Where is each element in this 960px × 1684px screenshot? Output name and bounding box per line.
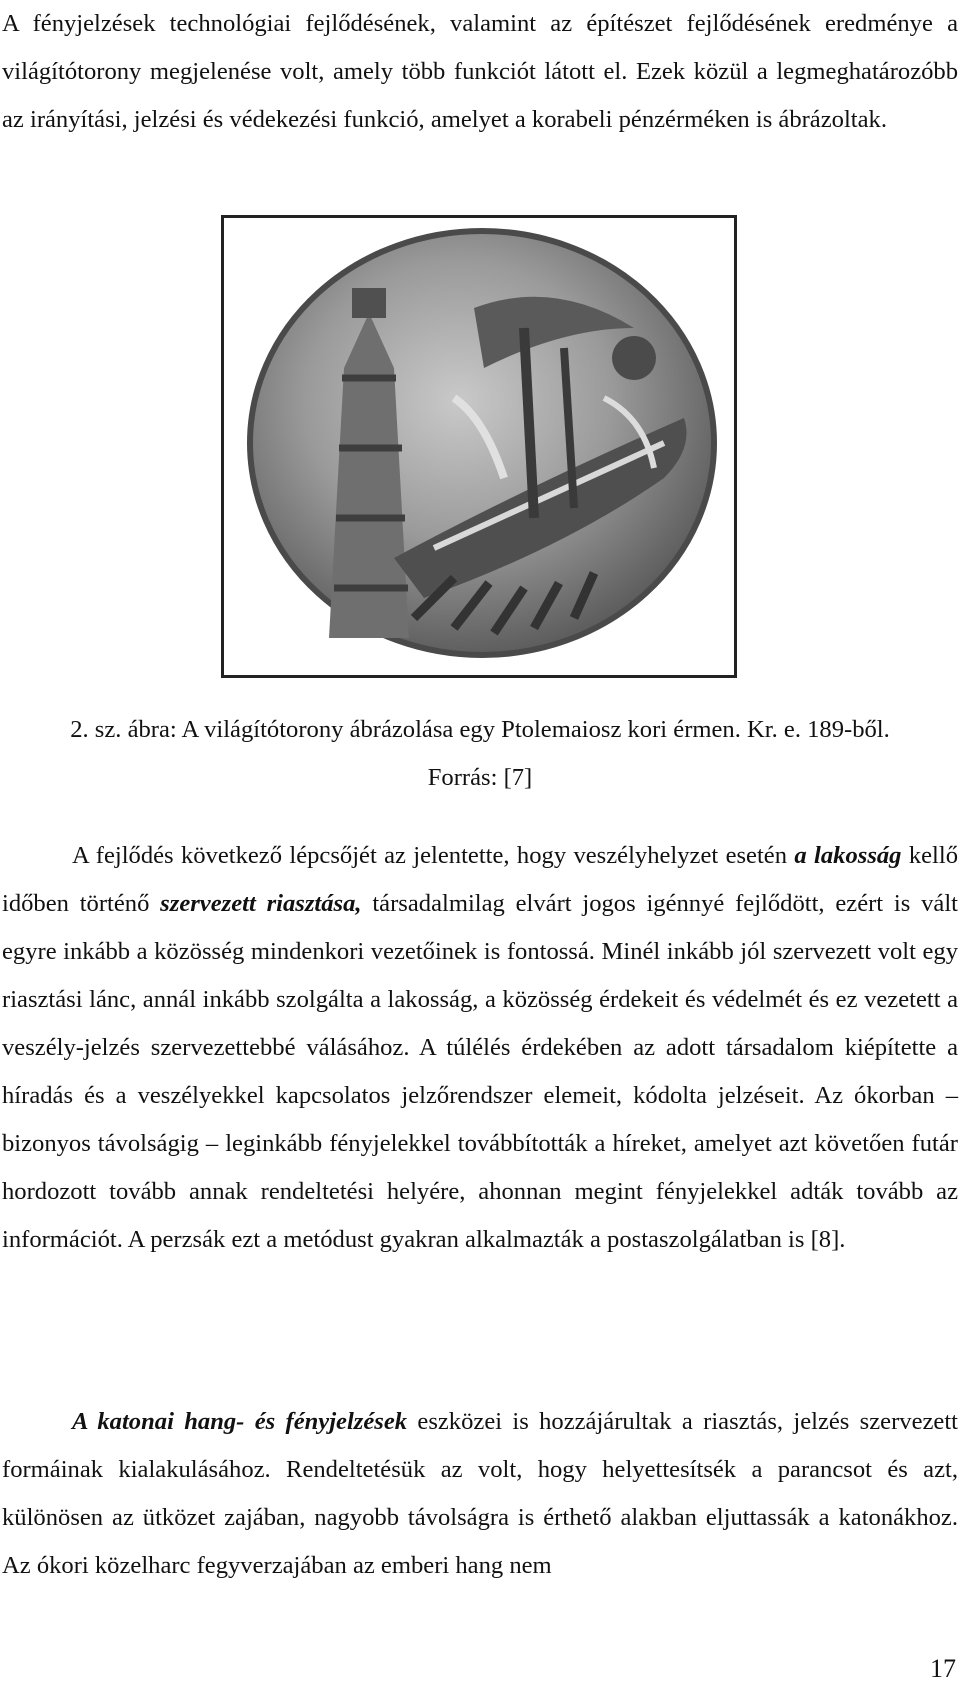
military-paragraph (2, 1398, 958, 1590)
figure-source: Forrás: [7] (427, 764, 533, 791)
emphasis-lakossag: a lakosság (794, 842, 902, 869)
figure-caption: 2. sz. ábra: A világítótorony ábrázolása egy Ptolemaiosz kori érmen. Kr. e. 189-ből. (70, 716, 890, 743)
coin-figure (221, 215, 737, 678)
alarm-text-3: társadalmilag elvárt jogos igénnyé fejlődött, ezért is vált egyre inkább a közösség mindenkori vezetőinek is fontossá. Minél inkább jól szervezett volt egy riasztási lánc, annál inkább szolgálta a lakosság, a közösség érdekeit és védelmét és ez vezetett a veszély-jelzés szervezettebbé válásához. A túlélés érdekében az adott társadalom kiépítette a híradás és a veszélyekkel kapcsolatos jelzőrendszer elemeit, kódolta jelzéseit. Az ókorban – bizonyos távolságig – leginkább fényjelekkel továbbították a híreket, amelyet azt követően futár hordozott tovább annak rendeltetési helyére, ahonnan megint fényjelekkel adták tovább az információt. A perzsák ezt a metódust gyakran alkalmazták a postaszolgálatban is [8]. (2, 890, 958, 1253)
emphasis-military-signals: A katonai hang- és fényjelzések (72, 1408, 408, 1435)
military-text: eszközei is hozzájárultak a riasztás, jelzés szervezett formáinak kialakulásához. Rendeltetésük az volt, hogy helyettesítsék a parancsot és azt, különösen az ütközet zajában, nagyobb távolságra is érthető alakban eljuttassák a katonákhoz. Az ókori közelharc fegyverzajában az emberi hang nem (2, 1408, 958, 1579)
alarm-text-1: A fejlődés következő lépcsőjét az jelentette, hogy veszélyhelyzet esetén (72, 842, 795, 869)
intro-paragraph (2, 0, 958, 144)
page-number: 17 (930, 1654, 956, 1683)
alarm-text-2: kellő időben történő (2, 842, 959, 917)
ptolemaic-coin-image (224, 218, 734, 675)
emphasis-riasztasa: szervezett riasztása, (160, 890, 362, 917)
intro-text: A fényjelzések technológiai fejlődésének, valamint az építészet fejlődésének eredménye a világítótorony megjelenése volt, amely több funkciót látott el. Ezek közül a legmeghatározóbb az irányítási, jelzési és védekezési funkció, amelyet a korabeli pénzérméken is ábrázoltak. (2, 10, 958, 133)
alarm-paragraph (2, 832, 958, 1264)
